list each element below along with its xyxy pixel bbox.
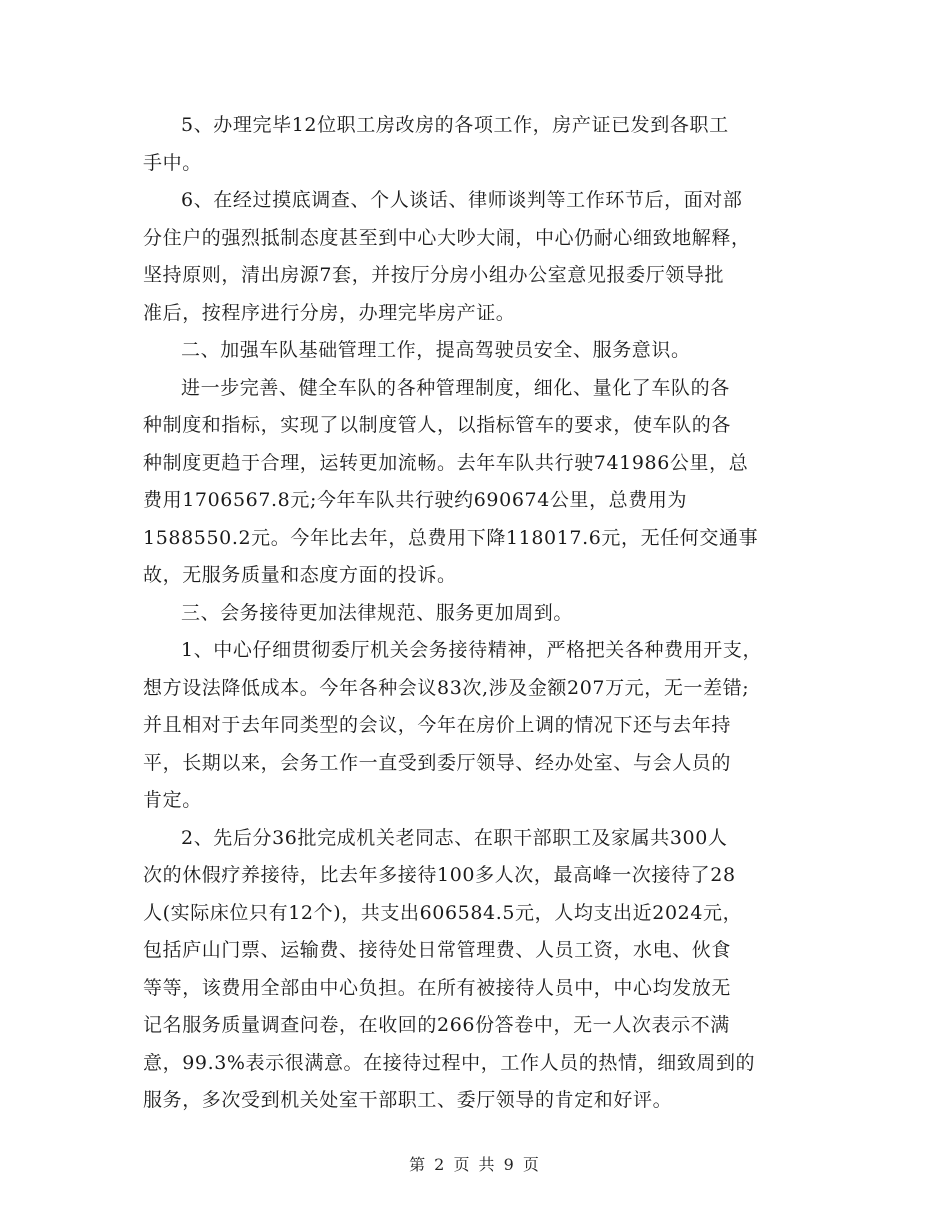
text-line: 2、先后分36批完成机关老同志、在职干部职工及家属共300人 <box>181 826 728 849</box>
text-line: 手中。 <box>143 151 202 174</box>
text-line: 1、中心仔细贯彻委厅机关会务接待精神，严格把关各种费用开支， <box>181 639 763 661</box>
text-line: 费用1706567.8元;今年车队共行驶约690674公里，总费用为 <box>143 489 688 511</box>
text-line: 故，无服务质量和态度方面的投诉。 <box>143 564 457 586</box>
text-line: 服务，多次受到机关处室干部职工、委厅领导的肯定和好评。 <box>143 1089 673 1111</box>
text-line: 二、加强车队基础管理工作，提高驾驶员安全、服务意识。 <box>181 339 691 361</box>
text-line: 次的休假疗养接待，比去年多接待100多人次，最高峰一次接待了28 <box>143 864 736 886</box>
text-line: 意，99.3%表示很满意。在接待过程中，工作人员的热情，细致周到的 <box>143 1051 756 1074</box>
text-line: 坚持原则，清出房源7套，并按厅分房小组办公室意见报委厅领导批 <box>143 264 725 286</box>
text-line: 人(实际床位只有12个)，共支出606584.5元，人均支出近2024元， <box>143 901 743 924</box>
text-line: 肯定。 <box>143 789 202 811</box>
text-line: 5、办理完毕12位职工房改房的各项工作，房产证已发到各职工 <box>181 114 729 136</box>
text-line: 并且相对于去年同类型的会议，今年在房价上调的情况下还与去年持 <box>143 714 732 736</box>
text-line: 种制度更趋于合理，运转更加流畅。去年车队共行驶741986公里，总 <box>143 451 749 474</box>
text-line: 记名服务质量调查问卷，在收回的266份答卷中，无一人次表示不满 <box>143 1014 730 1036</box>
text-line: 种制度和指标，实现了以制度管人，以指标管车的要求，使车队的各 <box>143 414 732 436</box>
text-line: 1588550.2元。今年比去年，总费用下降118017.6元，无任何交通事 <box>143 526 759 549</box>
text-line: 三、会务接待更加法律规范、服务更加周到。 <box>181 601 574 624</box>
text-line: 6、在经过摸底调查、个人谈话、律师谈判等工作环节后，面对部 <box>181 189 743 211</box>
text-line: 想方设法降低成本。今年各种会议83次,涉及金额207万元，无一差错; <box>143 676 750 699</box>
document-body <box>143 110 813 1123</box>
text-line: 分住户的强烈抵制态度甚至到中心大吵大闹，中心仍耐心细致地解释， <box>143 226 751 249</box>
text-line: 进一步完善、健全车队的各种管理制度，细化、量化了车队的各 <box>181 376 730 399</box>
text-line: 平，长期以来，会务工作一直受到委厅领导、经办处室、与会人员的 <box>143 751 732 774</box>
text-line: 准后，按程序进行分房，办理完毕房产证。 <box>143 301 516 324</box>
text-line: 包括庐山门票、运输费、接待处日常管理费、人员工资，水电、伙食 <box>143 939 732 961</box>
page-number-footer: 第 2 页 共 9 页 <box>409 1155 541 1174</box>
text-line: 等等，该费用全部由中心负担。在所有被接待人员中，中心均发放无 <box>143 976 732 999</box>
